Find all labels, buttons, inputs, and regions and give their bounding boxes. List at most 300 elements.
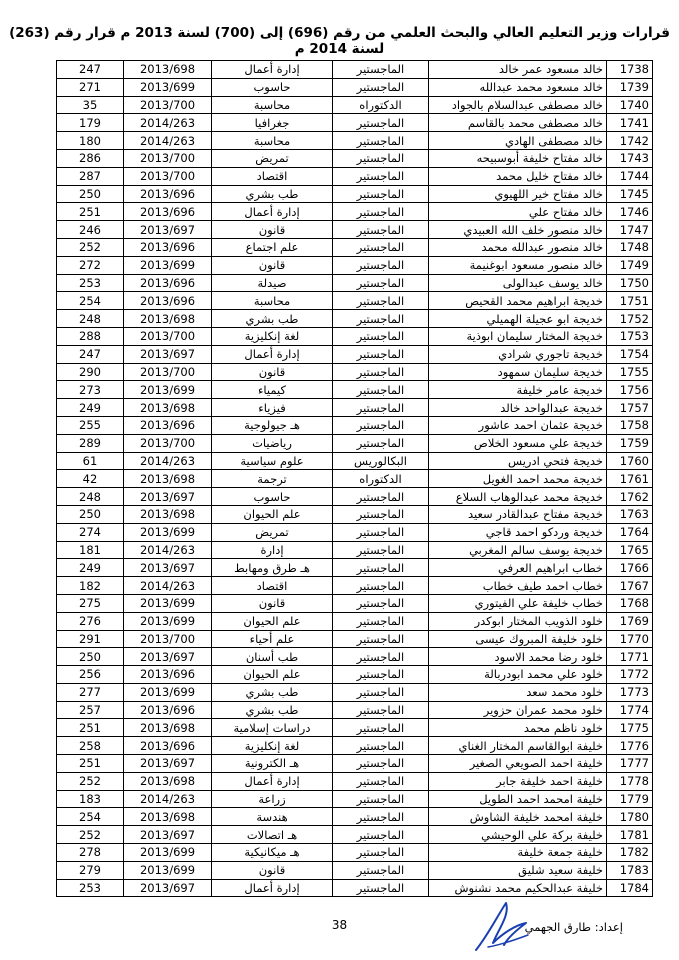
- student-name-cell: خلود الذويب المختار ابوكدر: [429, 612, 607, 630]
- degree-cell: الماجستير: [333, 488, 429, 506]
- serial-count-cell: 246: [57, 221, 124, 239]
- decision-number-cell: 2013/696: [124, 238, 212, 256]
- degree-cell: الماجستير: [333, 594, 429, 612]
- row-number-cell: 1780: [607, 808, 653, 826]
- department-cell: طب بشري: [212, 310, 333, 328]
- table-row: [57, 96, 653, 114]
- serial-count-cell: 180: [57, 132, 124, 150]
- student-name-cell: خليفة عبدالحكيم محمد نشنوش: [429, 879, 607, 897]
- decision-number-cell: 2013/697: [124, 488, 212, 506]
- department-cell: جغرافيا: [212, 114, 333, 132]
- department-cell: علم الحيوان: [212, 612, 333, 630]
- decision-number-cell: 2013/698: [124, 772, 212, 790]
- degree-cell: الماجستير: [333, 274, 429, 292]
- student-name-cell: خليفة احمد الصويعي الصغير: [429, 755, 607, 773]
- serial-count-cell: 272: [57, 256, 124, 274]
- student-name-cell: خديجة سليمان سمهود: [429, 363, 607, 381]
- student-name-cell: خديجة محمد احمد الغويل: [429, 470, 607, 488]
- degree-cell: الماجستير: [333, 808, 429, 826]
- degree-cell: الماجستير: [333, 114, 429, 132]
- student-name-cell: خديجة عثمان احمد عاشور: [429, 416, 607, 434]
- table-row: [57, 683, 653, 701]
- student-name-cell: خليفة امحمد احمد الطويل: [429, 790, 607, 808]
- table-row: [57, 149, 653, 167]
- serial-count-cell: 249: [57, 399, 124, 417]
- row-number-cell: 1738: [607, 61, 653, 79]
- row-number-cell: 1744: [607, 167, 653, 185]
- table-row: [57, 363, 653, 381]
- table-row: [57, 541, 653, 559]
- decision-number-cell: 2013/696: [124, 416, 212, 434]
- decision-number-cell: 2013/698: [124, 808, 212, 826]
- decision-number-cell: 2013/697: [124, 221, 212, 239]
- decision-number-cell: 2013/696: [124, 203, 212, 221]
- decision-number-cell: 2013/700: [124, 327, 212, 345]
- department-cell: هـ الكترونية: [212, 755, 333, 773]
- serial-count-cell: 253: [57, 274, 124, 292]
- degree-cell: الماجستير: [333, 666, 429, 684]
- table-row: [57, 256, 653, 274]
- row-number-cell: 1784: [607, 879, 653, 897]
- serial-count-cell: 290: [57, 363, 124, 381]
- serial-count-cell: 35: [57, 96, 124, 114]
- table-row: [57, 505, 653, 523]
- student-name-cell: خلود محمد عمران حزوير: [429, 701, 607, 719]
- degree-cell: الماجستير: [333, 203, 429, 221]
- row-number-cell: 1746: [607, 203, 653, 221]
- decision-number-cell: 2013/696: [124, 666, 212, 684]
- serial-count-cell: 183: [57, 790, 124, 808]
- decision-number-cell: 2013/697: [124, 826, 212, 844]
- degree-cell: الماجستير: [333, 327, 429, 345]
- department-cell: لغة إنكليزية: [212, 327, 333, 345]
- results-table: [56, 60, 653, 897]
- table-row: [57, 381, 653, 399]
- degree-cell: الماجستير: [333, 61, 429, 79]
- degree-cell: الماجستير: [333, 755, 429, 773]
- decision-number-cell: 2013/699: [124, 523, 212, 541]
- table-row: [57, 808, 653, 826]
- serial-count-cell: 252: [57, 238, 124, 256]
- row-number-cell: 1771: [607, 648, 653, 666]
- serial-count-cell: 182: [57, 577, 124, 595]
- table-row: [57, 630, 653, 648]
- degree-cell: الماجستير: [333, 221, 429, 239]
- student-name-cell: خديجة ابراهيم محمد القحيص: [429, 292, 607, 310]
- row-number-cell: 1745: [607, 185, 653, 203]
- department-cell: اقتصاد: [212, 577, 333, 595]
- department-cell: زراعة: [212, 790, 333, 808]
- student-name-cell: خلود محمد سعد: [429, 683, 607, 701]
- degree-cell: الدكتوراه: [333, 96, 429, 114]
- serial-count-cell: 278: [57, 844, 124, 862]
- serial-count-cell: 250: [57, 505, 124, 523]
- serial-count-cell: 271: [57, 78, 124, 96]
- table-row: [57, 772, 653, 790]
- decision-number-cell: 2013/697: [124, 345, 212, 363]
- row-number-cell: 1773: [607, 683, 653, 701]
- table-row: [57, 78, 653, 96]
- degree-cell: الماجستير: [333, 149, 429, 167]
- student-name-cell: خديجة ابو عجيلة الهميلي: [429, 310, 607, 328]
- table-row: [57, 185, 653, 203]
- degree-cell: الماجستير: [333, 772, 429, 790]
- table-row: [57, 203, 653, 221]
- student-name-cell: خلود ناظم محمد: [429, 719, 607, 737]
- department-cell: إدارة أعمال: [212, 203, 333, 221]
- student-name-cell: خالد منصور مسعود ابوغنيمة: [429, 256, 607, 274]
- table-row: [57, 399, 653, 417]
- row-number-cell: 1757: [607, 399, 653, 417]
- student-name-cell: خديجة يوسف سالم المغربي: [429, 541, 607, 559]
- row-number-cell: 1751: [607, 292, 653, 310]
- serial-count-cell: 254: [57, 808, 124, 826]
- row-number-cell: 1775: [607, 719, 653, 737]
- degree-cell: الماجستير: [333, 292, 429, 310]
- results-table-body: [57, 61, 653, 897]
- department-cell: إدارة أعمال: [212, 61, 333, 79]
- decision-number-cell: 2013/699: [124, 78, 212, 96]
- degree-cell: الماجستير: [333, 78, 429, 96]
- row-number-cell: 1740: [607, 96, 653, 114]
- row-number-cell: 1760: [607, 452, 653, 470]
- degree-cell: الماجستير: [333, 167, 429, 185]
- row-number-cell: 1767: [607, 577, 653, 595]
- decision-number-cell: 2013/700: [124, 96, 212, 114]
- serial-count-cell: 251: [57, 755, 124, 773]
- serial-count-cell: 61: [57, 452, 124, 470]
- student-name-cell: خلود رضا محمد الاسود: [429, 648, 607, 666]
- table-row: [57, 345, 653, 363]
- decision-number-cell: 2014/263: [124, 132, 212, 150]
- decision-number-cell: 2013/700: [124, 167, 212, 185]
- table-row: [57, 701, 653, 719]
- row-number-cell: 1764: [607, 523, 653, 541]
- row-number-cell: 1752: [607, 310, 653, 328]
- serial-count-cell: 253: [57, 879, 124, 897]
- decision-number-cell: 2013/696: [124, 274, 212, 292]
- department-cell: ترجمة: [212, 470, 333, 488]
- serial-count-cell: 273: [57, 381, 124, 399]
- row-number-cell: 1742: [607, 132, 653, 150]
- decision-number-cell: 2013/699: [124, 683, 212, 701]
- department-cell: حاسوب: [212, 78, 333, 96]
- row-number-cell: 1769: [607, 612, 653, 630]
- table-row: [57, 737, 653, 755]
- serial-count-cell: 254: [57, 292, 124, 310]
- department-cell: قانون: [212, 363, 333, 381]
- department-cell: لغة إنكليزية: [212, 737, 333, 755]
- serial-count-cell: 252: [57, 772, 124, 790]
- student-name-cell: خليفة بركة علي الوحيشي: [429, 826, 607, 844]
- student-name-cell: خالد منصور خلف الله العبيدي: [429, 221, 607, 239]
- table-row: [57, 488, 653, 506]
- row-number-cell: 1739: [607, 78, 653, 96]
- degree-cell: الماجستير: [333, 238, 429, 256]
- student-name-cell: خديجة مفتاح عبدالقادر سعيد: [429, 505, 607, 523]
- table-row: [57, 114, 653, 132]
- table-row: [57, 310, 653, 328]
- row-number-cell: 1763: [607, 505, 653, 523]
- decision-number-cell: 2013/696: [124, 737, 212, 755]
- row-number-cell: 1783: [607, 861, 653, 879]
- serial-count-cell: 287: [57, 167, 124, 185]
- serial-count-cell: 248: [57, 310, 124, 328]
- serial-count-cell: 42: [57, 470, 124, 488]
- row-number-cell: 1768: [607, 594, 653, 612]
- department-cell: إدارة أعمال: [212, 879, 333, 897]
- table-row: [57, 292, 653, 310]
- serial-count-cell: 279: [57, 861, 124, 879]
- degree-cell: الماجستير: [333, 256, 429, 274]
- department-cell: قانون: [212, 861, 333, 879]
- degree-cell: الماجستير: [333, 879, 429, 897]
- serial-count-cell: 286: [57, 149, 124, 167]
- row-number-cell: 1772: [607, 666, 653, 684]
- student-name-cell: خديجة المختار سليمان ابوذية: [429, 327, 607, 345]
- student-name-cell: خالد مسعود عمر خالد: [429, 61, 607, 79]
- student-name-cell: خليفة احمد خليفة جابر: [429, 772, 607, 790]
- table-row: [57, 452, 653, 470]
- degree-cell: الماجستير: [333, 434, 429, 452]
- table-row: [57, 523, 653, 541]
- student-name-cell: خالد منصور عبدالله محمد: [429, 238, 607, 256]
- department-cell: رياضيات: [212, 434, 333, 452]
- row-number-cell: 1779: [607, 790, 653, 808]
- row-number-cell: 1755: [607, 363, 653, 381]
- decision-number-cell: 2013/697: [124, 755, 212, 773]
- row-number-cell: 1759: [607, 434, 653, 452]
- decision-number-cell: 2014/263: [124, 577, 212, 595]
- row-number-cell: 1762: [607, 488, 653, 506]
- table-row: [57, 221, 653, 239]
- degree-cell: الماجستير: [333, 844, 429, 862]
- page-number: 38: [331, 918, 348, 932]
- table-row: [57, 61, 653, 79]
- department-cell: هـ اتصالات: [212, 826, 333, 844]
- table-row: [57, 648, 653, 666]
- student-name-cell: خطاب خليفة علي الفيتوري: [429, 594, 607, 612]
- degree-cell: الماجستير: [333, 505, 429, 523]
- department-cell: علم الحيوان: [212, 505, 333, 523]
- student-name-cell: خالد مفتاح خليل محمد: [429, 167, 607, 185]
- department-cell: إدارة: [212, 541, 333, 559]
- degree-cell: الماجستير: [333, 861, 429, 879]
- row-number-cell: 1770: [607, 630, 653, 648]
- row-number-cell: 1748: [607, 238, 653, 256]
- department-cell: طب بشري: [212, 185, 333, 203]
- student-name-cell: خديجة عبدالواحد خالد: [429, 399, 607, 417]
- decision-number-cell: 2013/697: [124, 879, 212, 897]
- degree-cell: الماجستير: [333, 577, 429, 595]
- degree-cell: الماجستير: [333, 559, 429, 577]
- serial-count-cell: 289: [57, 434, 124, 452]
- table-row: [57, 327, 653, 345]
- serial-count-cell: 277: [57, 683, 124, 701]
- department-cell: علوم سياسية: [212, 452, 333, 470]
- decision-number-cell: 2014/263: [124, 114, 212, 132]
- row-number-cell: 1756: [607, 381, 653, 399]
- degree-cell: الماجستير: [333, 185, 429, 203]
- department-cell: هـ ميكانيكية: [212, 844, 333, 862]
- department-cell: قانون: [212, 221, 333, 239]
- degree-cell: الماجستير: [333, 737, 429, 755]
- student-name-cell: خالد مفتاح علي: [429, 203, 607, 221]
- table-row: [57, 416, 653, 434]
- serial-count-cell: 247: [57, 345, 124, 363]
- student-name-cell: خلود علي محمد ابودربالة: [429, 666, 607, 684]
- signature-icon: [468, 895, 538, 955]
- serial-count-cell: 275: [57, 594, 124, 612]
- department-cell: هندسة: [212, 808, 333, 826]
- preparer-credit: إعداد: طارق الجهمي: [524, 920, 623, 934]
- table-row: [57, 879, 653, 897]
- student-name-cell: خديجة علي مسعود الخلاص: [429, 434, 607, 452]
- decision-number-cell: 2013/700: [124, 149, 212, 167]
- degree-cell: الماجستير: [333, 630, 429, 648]
- department-cell: تمريض: [212, 149, 333, 167]
- serial-count-cell: 258: [57, 737, 124, 755]
- serial-count-cell: 256: [57, 666, 124, 684]
- department-cell: علم الحيوان: [212, 666, 333, 684]
- department-cell: محاسبة: [212, 292, 333, 310]
- decision-number-cell: 2013/699: [124, 381, 212, 399]
- student-name-cell: خطاب احمد طيف خطاب: [429, 577, 607, 595]
- row-number-cell: 1781: [607, 826, 653, 844]
- degree-cell: الماجستير: [333, 790, 429, 808]
- department-cell: قانون: [212, 594, 333, 612]
- row-number-cell: 1743: [607, 149, 653, 167]
- student-name-cell: خليفة امحمد خليفة الشاوش: [429, 808, 607, 826]
- department-cell: طب بشري: [212, 701, 333, 719]
- decision-number-cell: 2014/263: [124, 790, 212, 808]
- degree-cell: الماجستير: [333, 701, 429, 719]
- degree-cell: الماجستير: [333, 826, 429, 844]
- student-name-cell: خديجة عامر خليفة: [429, 381, 607, 399]
- student-name-cell: خالد مصطفى الهادي: [429, 132, 607, 150]
- student-name-cell: خليفة ابوالقاسم المختار الغناي: [429, 737, 607, 755]
- serial-count-cell: 274: [57, 523, 124, 541]
- table-row: [57, 755, 653, 773]
- department-cell: صيدلة: [212, 274, 333, 292]
- table-row: [57, 238, 653, 256]
- department-cell: قانون: [212, 256, 333, 274]
- serial-count-cell: 248: [57, 488, 124, 506]
- degree-cell: الماجستير: [333, 399, 429, 417]
- department-cell: دراسات إسلامية: [212, 719, 333, 737]
- table-row: [57, 861, 653, 879]
- department-cell: حاسوب: [212, 488, 333, 506]
- decision-number-cell: 2013/698: [124, 310, 212, 328]
- student-name-cell: خليفة جمعة خليفة: [429, 844, 607, 862]
- serial-count-cell: 179: [57, 114, 124, 132]
- decision-number-cell: 2013/700: [124, 434, 212, 452]
- decision-number-cell: 2013/699: [124, 256, 212, 274]
- table-row: [57, 666, 653, 684]
- student-name-cell: خالد مسعود محمد عبدالله: [429, 78, 607, 96]
- degree-cell: الماجستير: [333, 132, 429, 150]
- row-number-cell: 1765: [607, 541, 653, 559]
- student-name-cell: خالد مفتاح خليفة أبوسبيحه: [429, 149, 607, 167]
- degree-cell: الماجستير: [333, 648, 429, 666]
- degree-cell: الماجستير: [333, 523, 429, 541]
- decision-number-cell: 2013/696: [124, 185, 212, 203]
- degree-cell: الماجستير: [333, 541, 429, 559]
- student-name-cell: خلود خليفة المبروك عيسى: [429, 630, 607, 648]
- row-number-cell: 1741: [607, 114, 653, 132]
- decision-number-cell: 2013/697: [124, 559, 212, 577]
- decision-number-cell: 2013/696: [124, 292, 212, 310]
- row-number-cell: 1753: [607, 327, 653, 345]
- department-cell: طب بشري: [212, 683, 333, 701]
- decision-number-cell: 2013/700: [124, 630, 212, 648]
- degree-cell: الماجستير: [333, 310, 429, 328]
- decision-number-cell: 2013/697: [124, 648, 212, 666]
- degree-cell: الماجستير: [333, 612, 429, 630]
- serial-count-cell: 288: [57, 327, 124, 345]
- serial-count-cell: 291: [57, 630, 124, 648]
- serial-count-cell: 251: [57, 203, 124, 221]
- department-cell: هـ طرق ومهابط: [212, 559, 333, 577]
- decision-number-cell: 2013/700: [124, 363, 212, 381]
- decision-number-cell: 2013/699: [124, 612, 212, 630]
- decision-number-cell: 2013/698: [124, 470, 212, 488]
- row-number-cell: 1776: [607, 737, 653, 755]
- decision-number-cell: 2013/696: [124, 701, 212, 719]
- degree-cell: الدكتوراه: [333, 470, 429, 488]
- decision-number-cell: 2013/699: [124, 844, 212, 862]
- department-cell: هـ جيولوجية: [212, 416, 333, 434]
- table-row: [57, 167, 653, 185]
- department-cell: اقتصاد: [212, 167, 333, 185]
- student-name-cell: خالد مفتاح خير اللهيوي: [429, 185, 607, 203]
- serial-count-cell: 252: [57, 826, 124, 844]
- page-title: قرارات وزير التعليم العالي والبحث العلمي من رقم (696) إلى (700) لسنة 2013 م قرار رقم (263) لسنة 2014 م: [9, 25, 670, 57]
- student-name-cell: خليفة سعيد شليق: [429, 861, 607, 879]
- table-row: [57, 594, 653, 612]
- decision-number-cell: 2014/263: [124, 541, 212, 559]
- table-row: [57, 470, 653, 488]
- department-cell: علم أحياء: [212, 630, 333, 648]
- serial-count-cell: 257: [57, 701, 124, 719]
- row-number-cell: 1761: [607, 470, 653, 488]
- table-row: [57, 844, 653, 862]
- serial-count-cell: 251: [57, 719, 124, 737]
- degree-cell: الماجستير: [333, 345, 429, 363]
- table-row: [57, 274, 653, 292]
- decision-number-cell: 2013/698: [124, 399, 212, 417]
- student-name-cell: خطاب ابراهيم العرفي: [429, 559, 607, 577]
- serial-count-cell: 181: [57, 541, 124, 559]
- decision-number-cell: 2013/698: [124, 61, 212, 79]
- degree-cell: الماجستير: [333, 381, 429, 399]
- table-row: [57, 719, 653, 737]
- table-row: [57, 612, 653, 630]
- row-number-cell: 1749: [607, 256, 653, 274]
- student-name-cell: خديجة وردكو احمد قاجي: [429, 523, 607, 541]
- decision-number-cell: 2013/699: [124, 594, 212, 612]
- table-row: [57, 826, 653, 844]
- degree-cell: البكالوريس: [333, 452, 429, 470]
- row-number-cell: 1758: [607, 416, 653, 434]
- row-number-cell: 1778: [607, 772, 653, 790]
- student-name-cell: خديجة محمد عبدالوهاب السلاع: [429, 488, 607, 506]
- serial-count-cell: 276: [57, 612, 124, 630]
- department-cell: علم اجتماع: [212, 238, 333, 256]
- degree-cell: الماجستير: [333, 683, 429, 701]
- department-cell: محاسبة: [212, 132, 333, 150]
- decision-number-cell: 2013/698: [124, 719, 212, 737]
